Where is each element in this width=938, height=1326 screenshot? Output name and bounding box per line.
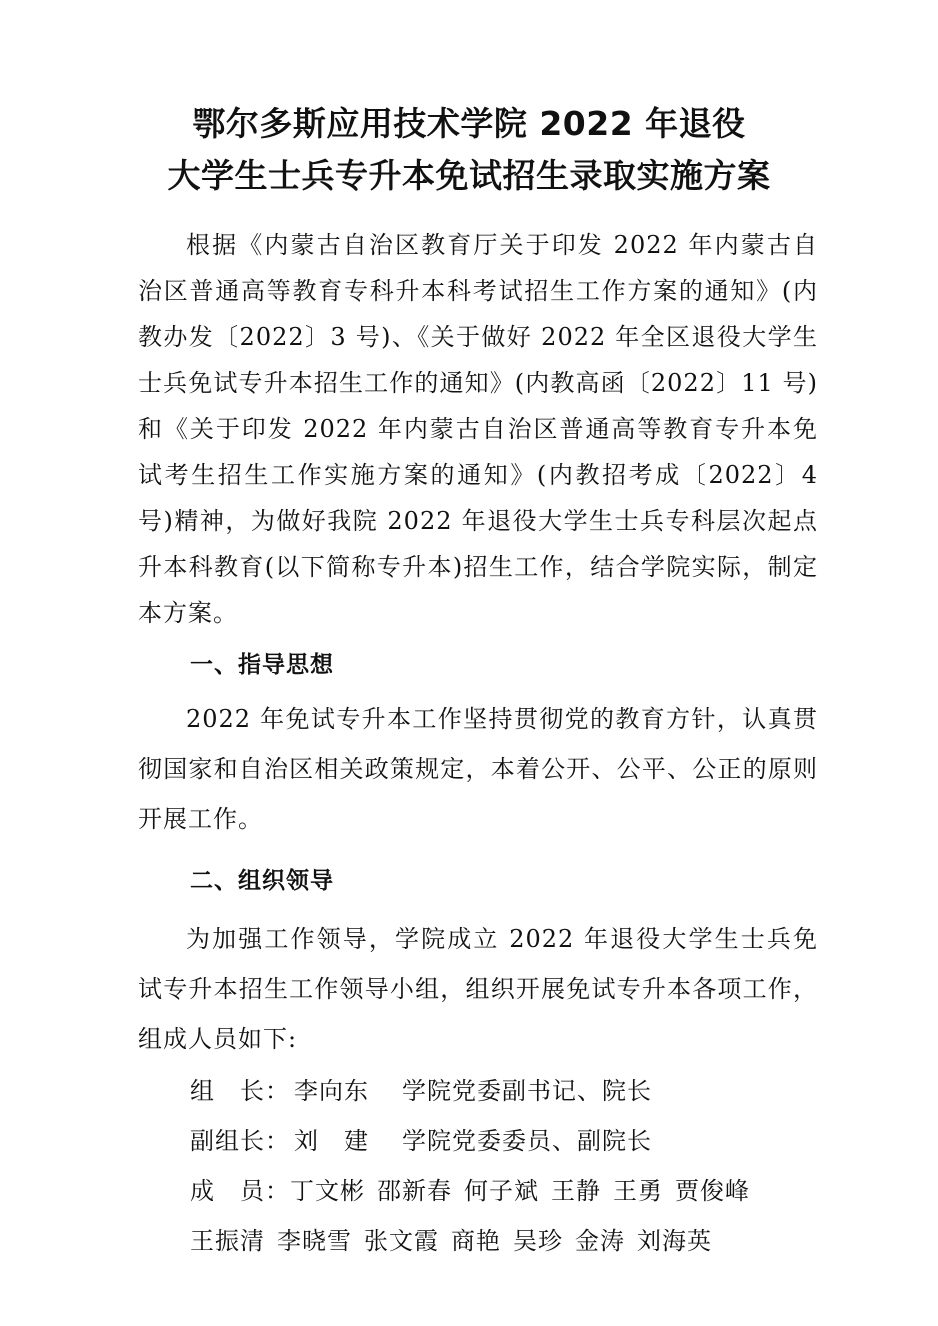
- leader-title: 学院党委副书记、院长: [402, 1077, 652, 1105]
- members-label: 成 员：: [190, 1177, 290, 1205]
- deputy-role: 副组长：: [190, 1127, 290, 1155]
- member-name: 王振清: [190, 1227, 265, 1255]
- member-name: 邵新春: [377, 1177, 452, 1205]
- document-body: [138, 222, 818, 1266]
- section-1-heading: 一、指导思想: [190, 652, 334, 678]
- section-2-paragraph: 为加强工作领导，学院成立 2022 年退役大学生士兵免试专升本招生工作领导小组，组织开展免试专升本各项工作，组成人员如下:: [138, 925, 818, 1053]
- section-1-paragraph: 2022 年免试专升本工作坚持贯彻党的教育方针，认真贯彻国家和自治区相关政策规定，本着公开、公平、公正的原则开展工作。: [138, 705, 818, 833]
- member-name: 李晓雪: [277, 1227, 352, 1255]
- member-name: 金涛: [575, 1227, 625, 1255]
- leader-name: 李向东: [294, 1077, 369, 1105]
- member-name: 王静: [551, 1177, 601, 1205]
- deputy-row: [138, 1116, 818, 1166]
- member-name: 吴珍: [513, 1227, 563, 1255]
- section-2-heading: 二、组织领导: [190, 868, 334, 894]
- member-name: 刘海英: [637, 1227, 712, 1255]
- document-title-line-2: 大学生士兵专升本免试招生录取实施方案: [167, 156, 771, 195]
- member-name: 商艳: [451, 1227, 501, 1255]
- member-name: 贾俊峰: [675, 1177, 750, 1205]
- leader-role: 组 长：: [190, 1077, 290, 1105]
- deputy-name: 刘 建: [294, 1127, 369, 1155]
- members-row-1: [138, 1166, 818, 1216]
- document-title-line-1: 鄂尔多斯应用技术学院 2022 年退役: [192, 104, 746, 143]
- member-name: 丁文彬: [290, 1177, 365, 1205]
- intro-paragraph: 根据《内蒙古自治区教育厅关于印发 2022 年内蒙古自治区普通高等教育专科升本科考试招生工作方案的通知》(内教办发〔2022〕3 号)、《关于做好 2022 年全区退役大学生士兵免试专升本招生工作的通知》(内教高函〔2022〕11 号)和《关于印发 2022 年内蒙古自治区普通高等教育专升本免试考生招生工作实施方案的通知》(内教招考成〔2022〕4 号)精神，为做好我院 2022 年退役大学生士兵专科层次起点升本科教育(以下简称专升本)招生工作，结合学院实际，制定本方案。: [138, 231, 818, 627]
- member-name: 何子斌: [464, 1177, 539, 1205]
- member-name: 王勇: [613, 1177, 663, 1205]
- member-name: 张文霞: [364, 1227, 439, 1255]
- deputy-title: 学院党委委员、副院长: [402, 1127, 652, 1155]
- leader-row: [138, 1066, 818, 1116]
- members-row-2: [138, 1216, 818, 1266]
